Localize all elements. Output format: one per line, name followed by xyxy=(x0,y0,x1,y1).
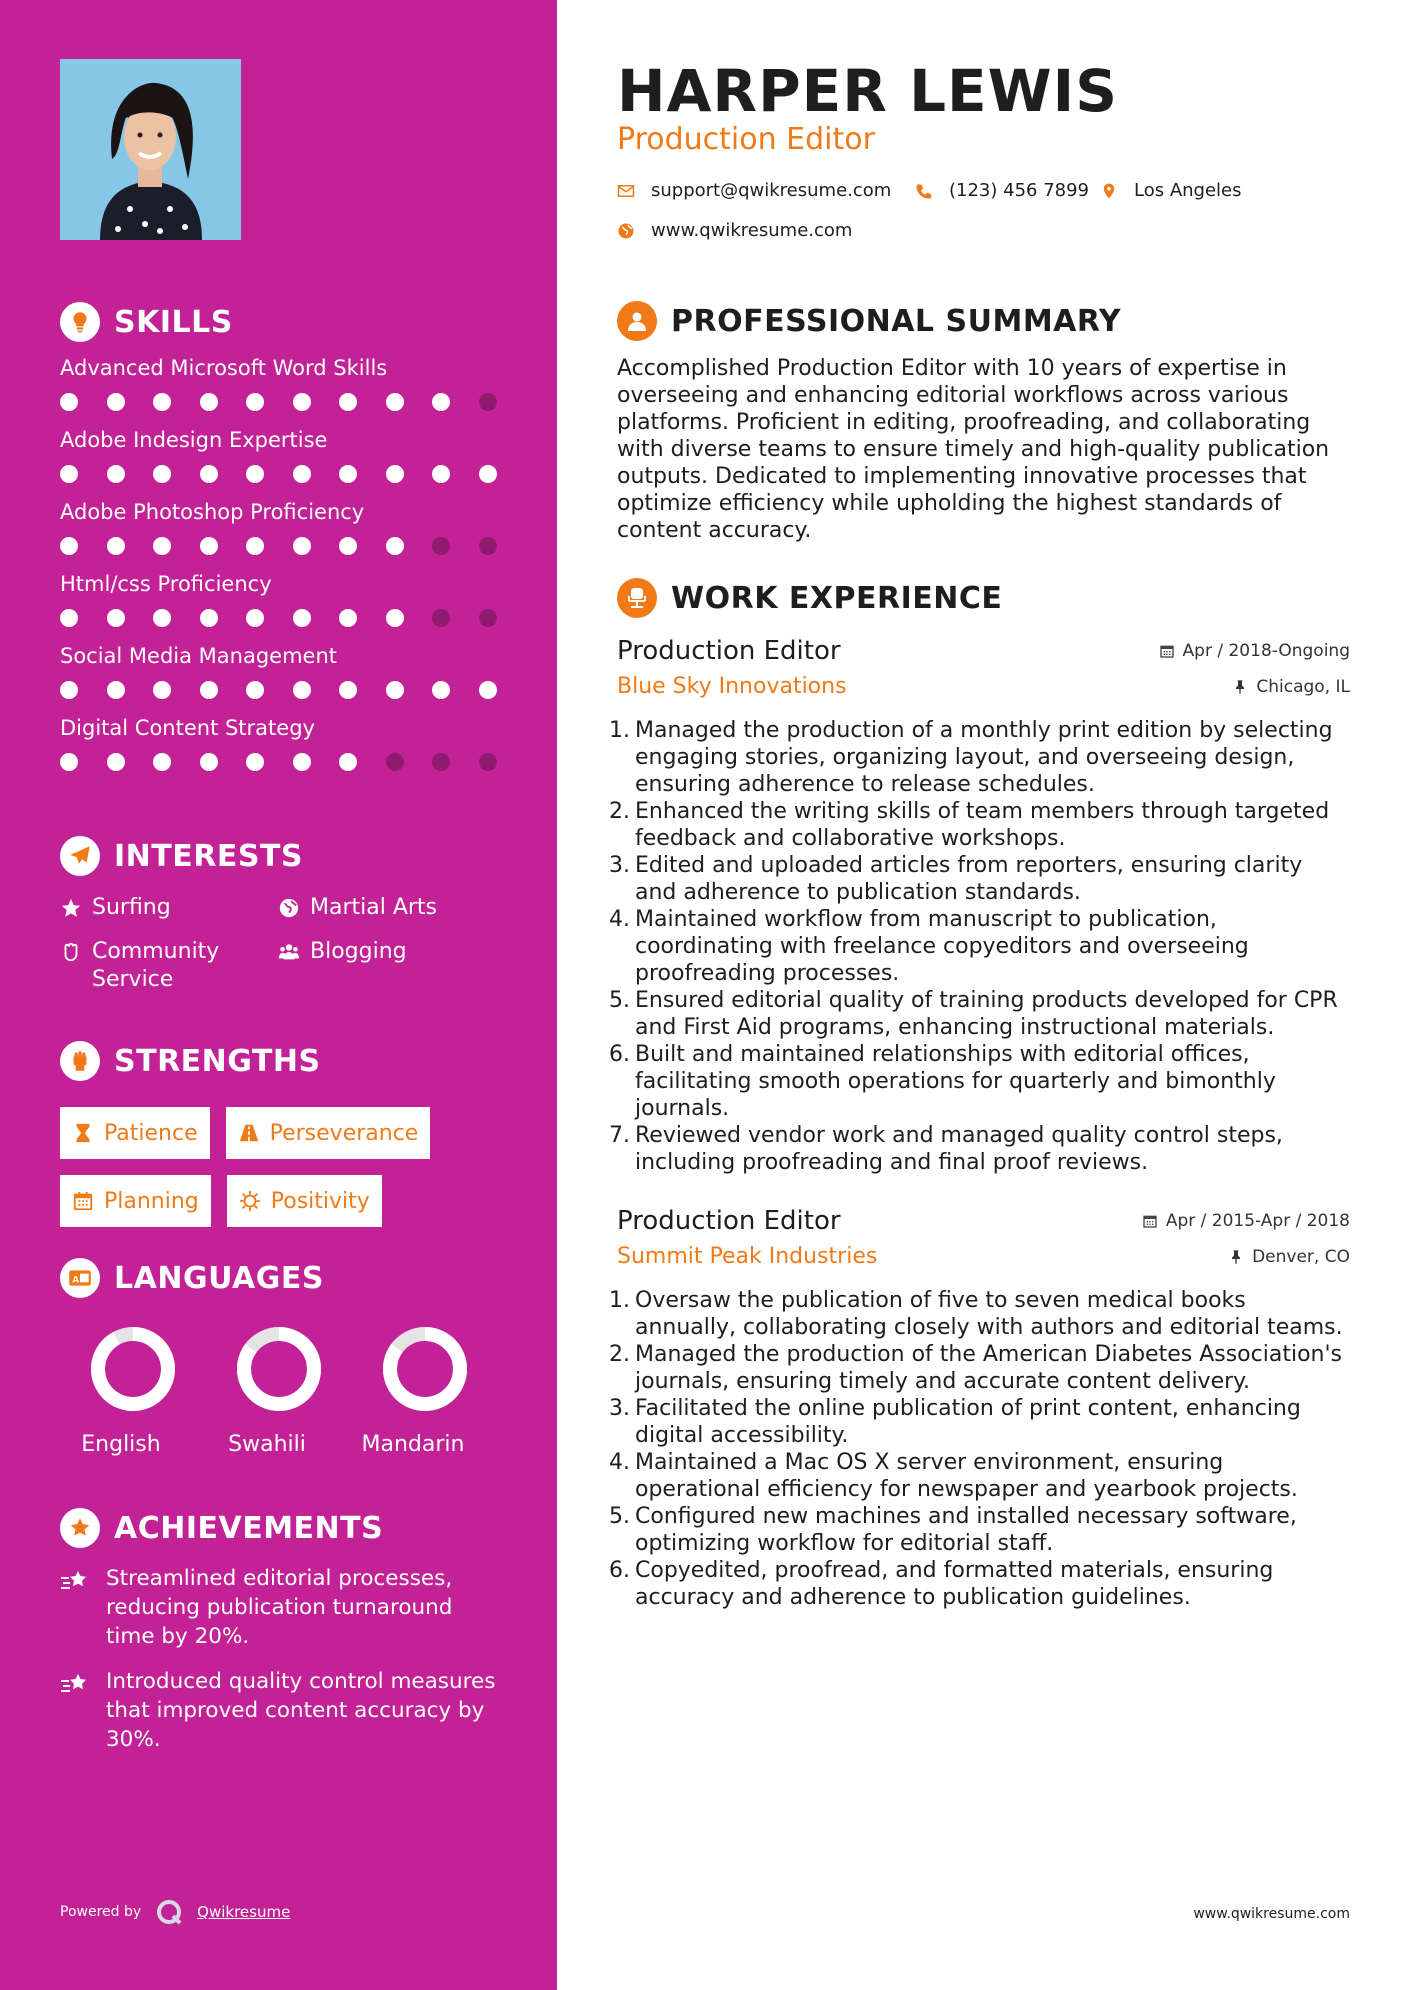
skill-name: Adobe Photoshop Proficiency xyxy=(60,500,365,524)
powered-by-label: Powered by xyxy=(60,1904,142,1920)
summary-section xyxy=(617,301,1350,544)
skill-dot-filled xyxy=(246,537,264,555)
skill-item xyxy=(60,426,500,484)
strengths-title: STRENGTHS xyxy=(114,1043,321,1079)
skill-dot-filled xyxy=(60,609,78,627)
skill-dot-filled xyxy=(60,537,78,555)
location-text: Los Angeles xyxy=(1134,180,1242,201)
skill-dot-filled xyxy=(200,537,218,555)
job-location-text: Denver, CO xyxy=(1252,1246,1350,1267)
skill-dot-filled xyxy=(339,537,357,555)
calendar-icon xyxy=(1142,1213,1158,1229)
pushpin-icon xyxy=(1228,1249,1244,1265)
skill-dot-filled xyxy=(293,681,311,699)
language-name: Swahili xyxy=(228,1432,306,1457)
skill-dot-empty xyxy=(479,609,497,627)
achievements-title: ACHIEVEMENTS xyxy=(114,1510,384,1546)
skill-dot-empty xyxy=(432,537,450,555)
experience-title: WORK EXPERIENCE xyxy=(671,580,1003,616)
summary-text: Accomplished Production Editor with 10 years of expertise in overseeing and enhancing editorial workflows across various platforms. Proficient in editing, proofreading, and collaborating with diverse teams to ensure timely and high-quality publication outputs. Dedicated to implementing innovative processes that optimize efficiency while upholding the highest standards of content accuracy. xyxy=(617,356,1330,543)
skill-dot-filled xyxy=(246,609,264,627)
skill-dot-empty xyxy=(432,609,450,627)
contact-website[interactable] xyxy=(617,220,852,241)
job-responsibilities xyxy=(617,717,1350,1176)
interests-section xyxy=(60,836,500,994)
skill-item xyxy=(60,642,500,700)
skill-dot-filled xyxy=(432,393,450,411)
skill-item xyxy=(60,570,500,628)
skill-dot-filled xyxy=(60,465,78,483)
qwikresume-logo-icon xyxy=(155,1898,183,1926)
skill-dot-filled xyxy=(293,609,311,627)
skill-dot-filled xyxy=(386,681,404,699)
powered-by xyxy=(60,1898,290,1926)
calendar-icon xyxy=(72,1190,94,1212)
job-title: Production Editor xyxy=(617,636,841,666)
strength-label: Planning xyxy=(104,1188,199,1214)
achievements-section xyxy=(60,1508,500,1754)
responsibility-item: Managed the production of a monthly print edition by selecting engaging stories, organizing layout, and overseeing design, ensuring adherence to release schedules. xyxy=(635,718,1333,797)
skill-dot-filled xyxy=(200,681,218,699)
hand-icon xyxy=(60,941,82,963)
skill-dot-filled xyxy=(293,753,311,771)
skill-dot-filled xyxy=(432,681,450,699)
strength-label: Patience xyxy=(104,1120,198,1146)
languages-heading xyxy=(60,1258,500,1298)
achievement-item xyxy=(60,1667,500,1754)
skills-heading xyxy=(60,302,500,342)
fist-icon xyxy=(60,1041,100,1081)
responsibility-item: Maintained workflow from manuscript to publication, coordinating with freelance copyeditors and overseeing proofreading processes. xyxy=(635,907,1249,986)
job-responsibilities xyxy=(617,1287,1350,1611)
hourglass-icon xyxy=(72,1122,94,1144)
skill-dot-filled xyxy=(200,609,218,627)
contact-location xyxy=(1100,180,1242,201)
job-header xyxy=(617,1206,1350,1236)
trophy-star-icon xyxy=(60,1508,100,1548)
phone-icon xyxy=(915,182,933,200)
calendar-icon xyxy=(1159,643,1175,659)
lightbulb-icon xyxy=(60,302,100,342)
portrait-illustration xyxy=(60,59,241,240)
website-text: www.qwikresume.com xyxy=(651,220,853,241)
responsibility-item: Facilitated the online publication of print content, enhancing digital accessibility. xyxy=(635,1396,1301,1448)
interest-label: Surfing xyxy=(92,895,171,920)
job-company: Summit Peak Industries xyxy=(617,1244,878,1269)
skill-dot-empty xyxy=(479,753,497,771)
language-ring xyxy=(382,1326,468,1412)
sun-icon xyxy=(239,1190,261,1212)
achievements-heading xyxy=(60,1508,500,1548)
language-ring xyxy=(236,1326,322,1412)
interest-label: Blogging xyxy=(310,939,407,964)
globe-icon xyxy=(617,222,635,240)
skills-title: SKILLS xyxy=(114,304,233,340)
job-date-text: Apr / 2015-Apr / 2018 xyxy=(1165,1211,1350,1231)
responsibility-item: Maintained a Mac OS X server environment, ensuring operational efficiency for newspaper and yearbook projects. xyxy=(635,1450,1298,1502)
job-date xyxy=(1159,641,1350,661)
skill-dot-filled xyxy=(339,753,357,771)
skill-dot-filled xyxy=(246,393,264,411)
job-subheader xyxy=(617,674,1350,699)
skill-dot-filled xyxy=(246,465,264,483)
footer-website[interactable]: www.qwikresume.com xyxy=(1193,1906,1350,1922)
skill-dot-filled xyxy=(60,681,78,699)
responsibility-item: Oversaw the publication of five to seven medical books annually, collaborating closely with authors and editorial teams. xyxy=(635,1288,1343,1340)
star-icon xyxy=(60,897,82,919)
language-item xyxy=(206,1326,352,1457)
interest-item xyxy=(278,938,496,994)
contact-email[interactable] xyxy=(617,180,891,201)
interests-heading xyxy=(60,836,500,876)
skill-dot-empty xyxy=(432,753,450,771)
job-location xyxy=(1232,677,1350,697)
languages-title: LANGUAGES xyxy=(114,1260,324,1296)
skill-name: Html/css Proficiency xyxy=(60,572,272,596)
responsibility-item: Built and maintained relationships with editorial offices, facilitating smooth operations for quarterly and bimonthly journals. xyxy=(635,1042,1276,1121)
skill-rating xyxy=(60,464,500,484)
skill-dot-filled xyxy=(200,753,218,771)
summary-title: PROFESSIONAL SUMMARY xyxy=(671,303,1122,339)
skill-dot-filled xyxy=(386,465,404,483)
skill-name: Digital Content Strategy xyxy=(60,716,315,740)
responsibility-item: Edited and uploaded articles from reporters, ensuring clarity and adherence to publication standards. xyxy=(635,853,1303,905)
skill-item xyxy=(60,354,500,412)
skill-rating xyxy=(60,536,500,556)
interest-item xyxy=(60,894,278,922)
interests-list xyxy=(60,894,500,994)
skill-dot-filled xyxy=(386,537,404,555)
job-date xyxy=(1142,1211,1350,1231)
skill-item xyxy=(60,498,500,556)
candidate-title: Production Editor xyxy=(617,122,875,157)
job-company: Blue Sky Innovations xyxy=(617,674,847,699)
skill-dot-filled xyxy=(479,681,497,699)
strengths-section xyxy=(60,1041,500,1227)
strengths-heading xyxy=(60,1041,500,1081)
job-location xyxy=(1228,1247,1350,1267)
skill-dot-filled xyxy=(60,753,78,771)
job-date-text: Apr / 2018-Ongoing xyxy=(1182,641,1350,661)
skill-dot-filled xyxy=(200,393,218,411)
job-header xyxy=(617,636,1350,666)
skill-dot-filled xyxy=(153,681,171,699)
skill-rating xyxy=(60,680,500,700)
language-icon xyxy=(60,1258,100,1298)
achievement-item xyxy=(60,1564,500,1651)
interest-item xyxy=(278,894,496,922)
skill-dot-filled xyxy=(153,393,171,411)
skill-dot-filled xyxy=(153,753,171,771)
responsibility-item: Copyedited, proofread, and formatted materials, ensuring accuracy and adherence to publication guidelines. xyxy=(635,1558,1274,1610)
skill-dot-filled xyxy=(107,537,125,555)
strength-label: Perseverance xyxy=(269,1120,419,1146)
skill-dot-filled xyxy=(339,465,357,483)
paper-plane-icon xyxy=(60,836,100,876)
interest-item xyxy=(60,938,278,994)
interests-title: INTERESTS xyxy=(114,838,303,874)
globe-icon xyxy=(278,897,300,919)
skill-dot-filled xyxy=(60,393,78,411)
skill-dot-filled xyxy=(107,753,125,771)
envelope-icon xyxy=(617,182,635,200)
skill-dot-filled xyxy=(479,465,497,483)
job-subheader xyxy=(617,1244,1350,1269)
svg-text:A: A xyxy=(72,1275,80,1286)
skill-dot-filled xyxy=(153,465,171,483)
skill-dot-filled xyxy=(153,609,171,627)
experience-heading xyxy=(617,578,1350,618)
strength-label: Positivity xyxy=(270,1188,370,1214)
skill-dot-filled xyxy=(339,681,357,699)
phone-text: (123) 456 7899 xyxy=(949,180,1090,201)
skill-dot-filled xyxy=(107,465,125,483)
skills-list xyxy=(60,354,500,772)
job-title: Production Editor xyxy=(617,1206,841,1236)
skill-dot-filled xyxy=(293,465,311,483)
skill-dot-filled xyxy=(200,465,218,483)
interest-label: Martial Arts xyxy=(310,895,438,920)
responsibility-item: Managed the production of the American Diabetes Association's journals, ensuring timely and accurate content delivery. xyxy=(635,1342,1342,1394)
skill-dot-filled xyxy=(107,681,125,699)
skill-dot-filled xyxy=(293,537,311,555)
users-icon xyxy=(278,941,300,963)
language-item xyxy=(352,1326,498,1457)
candidate-name: HARPER LEWIS xyxy=(617,57,1118,125)
skill-name: Advanced Microsoft Word Skills xyxy=(60,356,388,380)
language-ring-fill xyxy=(98,1334,168,1404)
skill-dot-filled xyxy=(432,465,450,483)
skills-section xyxy=(60,302,500,772)
skill-dot-filled xyxy=(386,609,404,627)
skill-rating xyxy=(60,752,500,772)
skill-dot-empty xyxy=(479,393,497,411)
strengths-list xyxy=(60,1107,480,1227)
job-entry xyxy=(617,1206,1350,1611)
experience-section xyxy=(617,578,1350,1611)
contact-phone[interactable] xyxy=(915,180,1089,201)
pushpin-icon xyxy=(1232,679,1248,695)
skill-dot-filled xyxy=(246,681,264,699)
map-pin-icon xyxy=(1100,182,1118,200)
skill-item xyxy=(60,714,500,772)
skill-dot-filled xyxy=(339,393,357,411)
skill-rating xyxy=(60,608,500,628)
skill-dot-empty xyxy=(479,537,497,555)
strength-chip xyxy=(227,1175,382,1227)
skill-dot-filled xyxy=(339,609,357,627)
skill-name: Social Media Management xyxy=(60,644,338,668)
skill-dot-filled xyxy=(293,393,311,411)
job-entry xyxy=(617,636,1350,1176)
skill-dot-filled xyxy=(153,537,171,555)
language-ring xyxy=(90,1326,176,1412)
skill-dot-filled xyxy=(246,753,264,771)
language-name: English xyxy=(81,1432,161,1457)
skill-rating xyxy=(60,392,500,412)
briefcase-chair-icon xyxy=(617,578,657,618)
achievement-text: Introduced quality control measures that improved content accuracy by 30%. xyxy=(106,1669,496,1752)
shooting-star-icon xyxy=(60,1669,90,1699)
email-text: support@qwikresume.com xyxy=(651,180,892,201)
strength-chip xyxy=(60,1175,211,1227)
languages-section xyxy=(60,1258,500,1457)
interest-label: Community Service xyxy=(92,939,220,992)
responsibility-item: Ensured editorial quality of training products developed for CPR and First Aid programs, enhancing instructional materials. xyxy=(635,988,1338,1040)
skill-dot-filled xyxy=(107,609,125,627)
skill-name: Adobe Indesign Expertise xyxy=(60,428,328,452)
strength-chip xyxy=(226,1107,431,1159)
skill-dot-filled xyxy=(107,393,125,411)
language-item xyxy=(60,1326,206,1457)
skill-dot-empty xyxy=(386,753,404,771)
job-location-text: Chicago, IL xyxy=(1256,676,1350,697)
language-name: Mandarin xyxy=(361,1432,465,1457)
responsibility-item: Reviewed vendor work and managed quality control steps, including proofreading and final proof reviews. xyxy=(635,1123,1283,1175)
shooting-star-icon xyxy=(60,1566,90,1596)
responsibility-item: Configured new machines and installed necessary software, optimizing workflow for editorial staff. xyxy=(635,1504,1297,1556)
profile-photo xyxy=(60,59,241,240)
skill-dot-filled xyxy=(386,393,404,411)
responsibility-item: Enhanced the writing skills of team members through targeted feedback and collaborative workshops. xyxy=(635,799,1330,851)
summary-heading xyxy=(617,301,1350,341)
qwikresume-link[interactable]: Qwikresume xyxy=(197,1903,291,1921)
user-icon xyxy=(617,301,657,341)
road-icon xyxy=(238,1122,260,1144)
strength-chip xyxy=(60,1107,210,1159)
sidebar xyxy=(0,0,557,1990)
achievement-text: Streamlined editorial processes, reducing publication turnaround time by 20%. xyxy=(106,1566,453,1649)
languages-list xyxy=(60,1326,500,1457)
